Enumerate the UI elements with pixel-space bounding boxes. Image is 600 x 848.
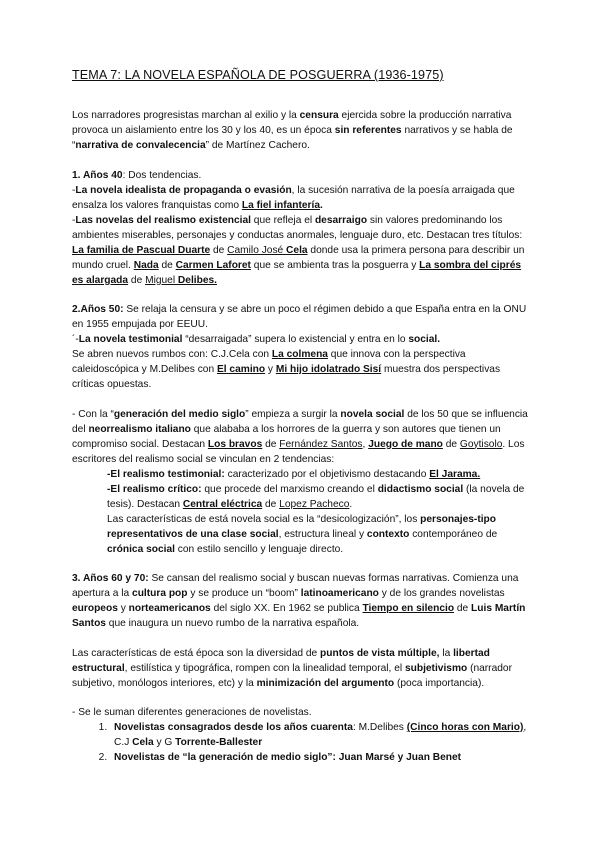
epoca-caracteristicas: Las características de está época son la diversidad de puntos de vista múltiple, la libertad estructural, estilística y tipográfica, rompen con la linealidad temporal, el subjetivismo (narrador subjetivo, monólogos interiores, etc) y la minimización del argumento (poca importancia). <box>72 647 512 689</box>
tendencia-critico: -El realismo crítico: que procede del marxismo creando el didactismo social (la novela de tesis). Destacan Central eléctrica de Lopez Pacheco. <box>107 483 525 510</box>
section-2-rumbos: Se abren nuevos rumbos con: C.J.Cela con La colmena que innova con la perspectiva caleidoscópica y M.Delibes con El camino y Mi hijo idolatrado Sisí muestra dos perspectivas críticas opuestas. <box>72 349 501 390</box>
section-1-heading: 1. Años 40: Dos tendencias. <box>72 169 202 181</box>
section-1-idealista: -La novela idealista de propaganda o evasión, la sucesión narrativa de la poesía arraigada que ensalza los valores franquistas como La fiel infantería. <box>72 184 515 211</box>
section-2-heading: 2.Años 50: Se relaja la censura y se abre un poco el régimen debido a que España entra en la ONU en 1955 empujada por EEUU. <box>72 304 527 330</box>
generaciones-intro: - Se le suman diferentes generaciones de novelistas. <box>72 707 312 718</box>
section-2-testimonial: ´-La novela testimonial “desarraigada” supera lo existencial y entra en lo social. <box>72 334 441 345</box>
generaciones-list <box>72 720 532 765</box>
list-item: 1. Novelistas consagrados desde los años cuarenta: M.Delibes (Cinco horas con Mario), C.J Cela y G Torrente-Ballester <box>110 720 532 750</box>
document-page <box>72 68 532 765</box>
intro-paragraph: Los narradores progresistas marchan al exilio y la censura ejercida sobre la producción narrativa provoca un aislamiento entre los 30 y los 40, es un época sin referentes narrativos y se habla de “narrativa de convalecencia” de Martínez Cachero. <box>72 110 513 151</box>
page-title: TEMA 7: LA NOVELA ESPAÑOLA DE POSGUERRA (1936-1975) <box>72 68 444 82</box>
section-medio-siglo: - Con la “generación del medio siglo” empieza a surgir la novela social de los 50 que se influencia del neorrealismo italiano que alababa a los horrores de la guerra y son autores que tienen un compromiso social. Destacan Los bravos de Fernández Santos, Juego de mano de Goytisolo. Los escritores del realismo social se vinculan en 2 tendencias: <box>72 408 528 465</box>
list-item: 2. Novelistas de “la generación de medio siglo”: Juan Marsé y Juan Benet <box>110 750 532 765</box>
section-3-paragraph: 3. Años 60 y 70: Se cansan del realismo social y buscan nuevas formas narrativas. Comienza una apertura a la cultura pop y se produce un “boom” latinoamericano y de los grandes novelistas europeos y norteamericanos del siglo XX. En 1962 se publica Tiempo en silencio de Luis Martín Santos que inaugura un nuevo rumbo de la narrativa española. <box>72 573 526 629</box>
tendencias-block <box>72 467 532 557</box>
novela-social-caracteristicas: Las características de está novela social es la “desicologización”, los personajes-tipo representativos de una clase social, estructura lineal y contexto contemporáneo de crónica social con estilo sencillo y lenguaje directo. <box>107 513 498 555</box>
tendencia-testimonial: -El realismo testimonial: caracterizado por el objetivismo destacando El Jarama. <box>107 468 481 480</box>
section-1-existencial: -Las novelas del realismo existencial que refleja el desarraigo sin valores predominando los ambientes miserables, personajes y conductas anormales, lenguaje duro, etc. Destacan tres títulos: La familia de Pascual Duarte de Camilo José Cela donde usa la primera persona para describir un mundo cruel. Nada de Carmen Laforet que se ambienta tras la posguerra y La sombra del ciprés es alargada de Miguel Delibes. <box>72 214 525 286</box>
